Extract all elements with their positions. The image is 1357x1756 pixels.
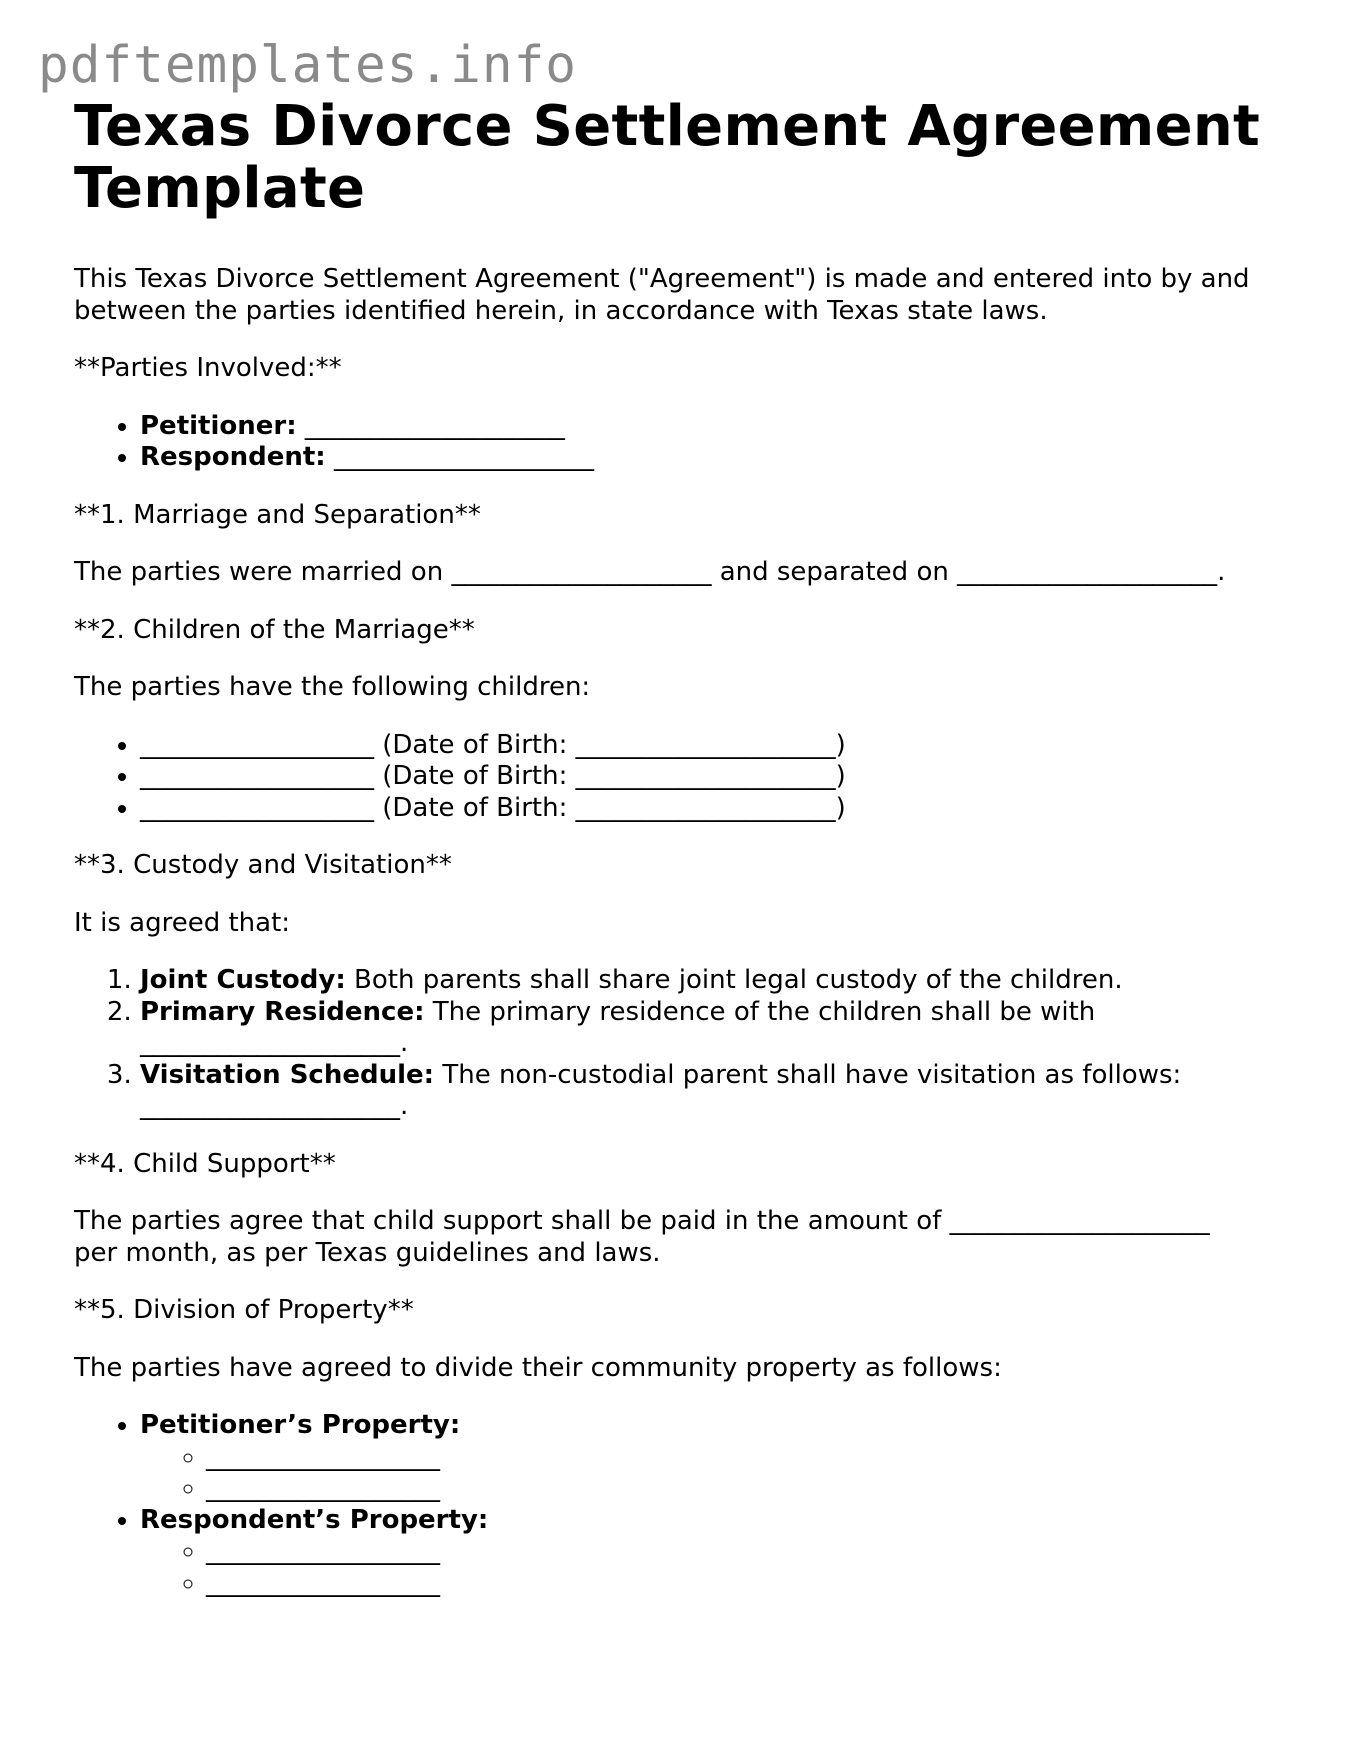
property-subitem — [206, 1568, 1294, 1600]
property-heading: **5. Division of Property** — [74, 1295, 414, 1325]
dob-close: ) — [835, 761, 846, 791]
primary-residence-item — [140, 997, 1294, 1060]
child-item — [140, 730, 1294, 762]
children-paragraph: The parties have the following children: — [74, 672, 591, 702]
visitation-period: . — [400, 1091, 409, 1121]
married-date-blank[interactable]: ____________________ — [451, 557, 712, 587]
respondent-property-label: Respondent’s Property: — [140, 1504, 489, 1535]
property-subitem — [206, 1536, 1294, 1568]
petitioner-property-label: Petitioner’s Property: — [140, 1410, 461, 1440]
support-amount-blank[interactable]: ____________________ — [949, 1206, 1210, 1236]
parties-heading: **Parties Involved:** — [74, 353, 342, 383]
visitation-item — [140, 1060, 1294, 1123]
children-list — [74, 730, 1294, 825]
dob-blank[interactable]: ____________________ — [575, 729, 836, 760]
child-name-blank[interactable]: __________________ — [140, 761, 374, 791]
property-paragraph: The parties have agreed to divide their community property as follows: — [74, 1352, 1002, 1383]
support-text-b: per month, as per Texas guidelines and laws. — [74, 1237, 661, 1268]
marriage-heading: **1. Marriage and Separation** — [74, 499, 481, 530]
custody-heading: **3. Custody and Visitation** — [74, 850, 452, 880]
primary-period: . — [400, 1028, 409, 1058]
parties-list — [74, 411, 1294, 474]
marriage-period: . — [1217, 557, 1226, 587]
child-item — [140, 761, 1294, 793]
property-blank[interactable]: __________________ — [206, 1473, 440, 1503]
custody-paragraph: It is agreed that: — [74, 907, 291, 938]
respondent-label: Respondent: — [140, 442, 326, 472]
property-subitem — [206, 1442, 1294, 1474]
visitation-text: The non-custodial parent shall have visitation as follows: — [442, 1059, 1182, 1090]
joint-custody-item — [140, 965, 1294, 997]
support-heading: **4. Child Support** — [74, 1148, 336, 1179]
separated-date-blank[interactable]: ____________________ — [957, 557, 1218, 587]
petitioner-property-sublist — [140, 1442, 1294, 1505]
joint-custody-text: Both parents shall share joint legal custody of the children. — [354, 965, 1123, 995]
primary-residence-blank[interactable]: ____________________ — [140, 1028, 400, 1058]
marriage-paragraph — [74, 557, 1294, 589]
dob-label: (Date of Birth: — [382, 792, 568, 823]
property-blank[interactable]: __________________ — [206, 1441, 440, 1472]
children-heading: **2. Children of the Marriage** — [74, 614, 475, 645]
visitation-label: Visitation Schedule: — [140, 1059, 435, 1090]
petitioner-item — [140, 411, 1294, 443]
property-subitem — [206, 1473, 1294, 1505]
property-blank[interactable]: __________________ — [206, 1567, 440, 1598]
married-text: The parties were married on — [74, 557, 444, 587]
dob-blank[interactable]: ____________________ — [575, 792, 836, 823]
petitioner-blank[interactable]: ____________________ — [304, 410, 565, 441]
primary-residence-text: The primary residence of the children shall be with — [432, 996, 1096, 1027]
joint-custody-label: Joint Custody: — [140, 965, 346, 995]
petitioner-property-item — [140, 1410, 1294, 1505]
visitation-blank[interactable]: ____________________ — [140, 1091, 400, 1121]
property-list — [74, 1410, 1294, 1599]
separated-text: and separated on — [719, 557, 949, 587]
support-paragraph — [74, 1206, 1294, 1269]
custody-list — [74, 965, 1294, 1123]
document-title: Texas Divorce Settlement Agreement Template — [74, 94, 1261, 221]
dob-label: (Date of Birth: — [382, 761, 568, 791]
primary-residence-label: Primary Residence: — [140, 996, 425, 1027]
dob-close: ) — [835, 729, 846, 760]
intro-paragraph: This Texas Divorce Settlement Agreement ("Agreement") is made and entered into by and between the parties identified herein, in accordance with Texas state laws. — [74, 264, 1250, 326]
respondent-blank[interactable]: ____________________ — [333, 442, 594, 472]
respondent-item — [140, 442, 1294, 474]
property-blank[interactable]: __________________ — [206, 1536, 440, 1566]
petitioner-label: Petitioner: — [140, 410, 297, 441]
respondent-property-item — [140, 1505, 1294, 1600]
document-page — [74, 96, 1294, 1625]
watermark: pdftemplates.info — [38, 36, 577, 95]
child-name-blank[interactable]: __________________ — [140, 792, 374, 823]
dob-label: (Date of Birth: — [382, 729, 568, 760]
child-item — [140, 793, 1294, 825]
dob-close: ) — [835, 792, 846, 823]
support-text-a: The parties agree that child support shall be paid in the amount of — [74, 1206, 942, 1236]
child-name-blank[interactable]: __________________ — [140, 729, 374, 760]
dob-blank[interactable]: ____________________ — [575, 761, 836, 791]
respondent-property-sublist — [140, 1536, 1294, 1599]
